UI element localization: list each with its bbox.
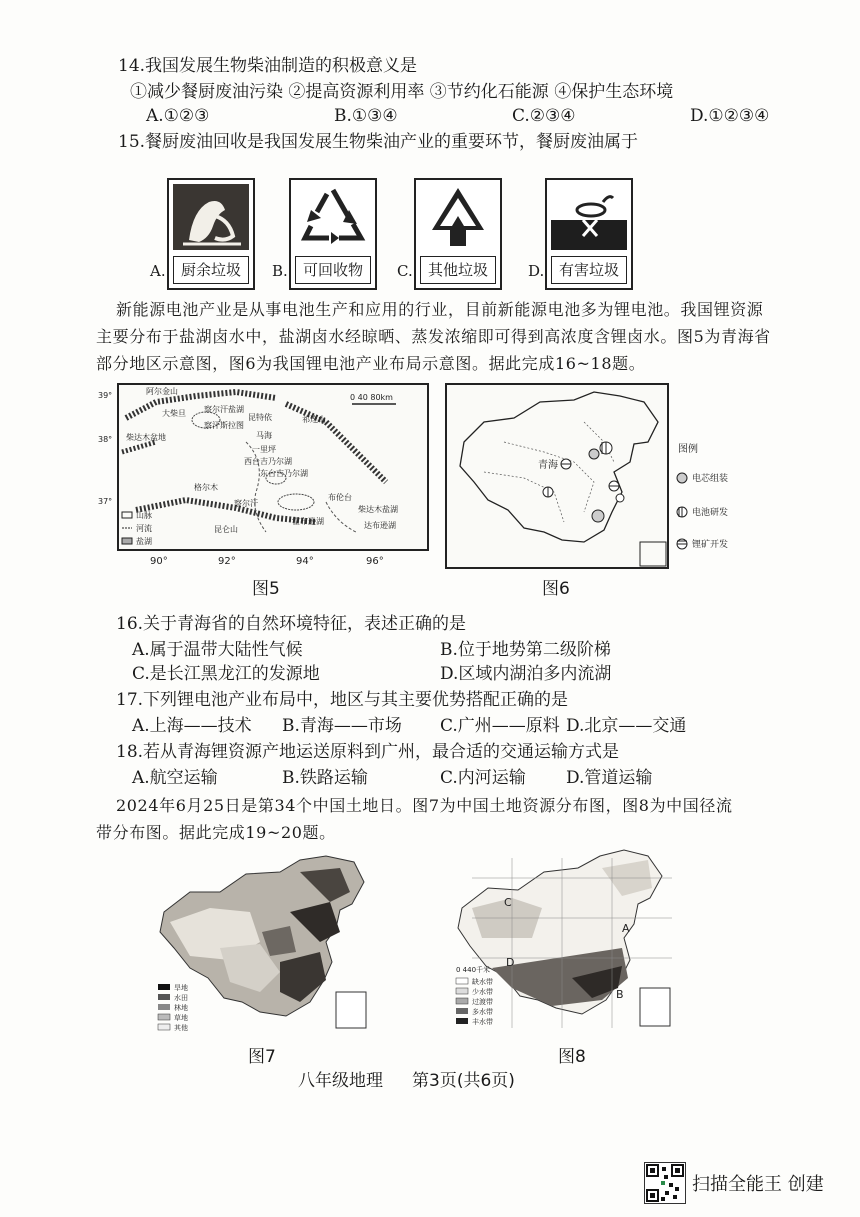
place-qilianshan: 祁连山 <box>302 415 326 424</box>
q15-option-c-letter: C. <box>397 262 413 280</box>
fig5-legend-mountain: 山脉 <box>136 511 152 520</box>
q17-stem: 17.下列锂电池产业布局中，地区与其主要优势搭配正确的是 <box>116 690 569 710</box>
q18-option-b: B.铁路运输 <box>282 768 368 788</box>
recyclable-sign <box>289 178 377 290</box>
other-waste-sign <box>414 178 502 290</box>
place-kunlunshan: 昆仑山 <box>214 525 238 534</box>
place-huobuxun: 霍布逊湖 <box>292 517 324 526</box>
place-geermu: 格尔木 <box>194 483 218 492</box>
fig7-legend-other: 其他 <box>174 1024 188 1032</box>
q15-option-d-label: 有害垃圾 <box>551 256 627 284</box>
figure-6 <box>444 382 744 572</box>
place-chaerhan-2: 察尔汗 <box>234 499 258 508</box>
q16-stem: 16.关于青海省的自然环境特征，表述正确的是 <box>116 614 467 634</box>
passage2-line2: 带分布图。据此完成19~20题。 <box>96 823 336 842</box>
fig5-legend-river: 河流 <box>136 524 152 533</box>
q16-option-a: A.属于温带大陆性气候 <box>132 640 303 660</box>
fig8-letter-d: D <box>506 956 515 969</box>
q17-option-c: C.广州——原料 <box>440 716 560 736</box>
q16-option-b: B.位于地势第二级阶梯 <box>440 640 611 660</box>
lon-94: 94° <box>296 556 314 567</box>
fig7-caption: 图7 <box>248 1047 276 1067</box>
lon-90: 90° <box>150 556 168 567</box>
hazardous-waste-sign <box>545 178 633 290</box>
q15-stem: 15.餐厨废油回收是我国发展生物柴油产业的重要环节，餐厨废油属于 <box>118 132 639 152</box>
q16-option-d: D.区域内湖泊多内流湖 <box>440 664 612 684</box>
place-mahai: 马海 <box>256 431 272 440</box>
fig6-legend-assembly: 电芯组装 <box>692 474 729 484</box>
q18-option-d: D.管道运输 <box>566 768 653 788</box>
fig5-caption: 图5 <box>252 579 280 599</box>
fig6-legend-rnd: 电池研发 <box>692 508 729 518</box>
passage1-line1: 新能源电池产业是从事电池生产和应用的行业，目前新能源电池多为锂电池。我国锂资源 <box>116 300 764 319</box>
hazardous-icon <box>547 180 631 254</box>
q14-option-a: A.①②③ <box>146 106 210 126</box>
figure-8 <box>452 848 688 1038</box>
passage1-line2: 主要分布于盐湖卤水中，盐湖卤水经晾晒、蒸发浓缩即可得到高浓度含锂卤水。图5为青海省 <box>96 327 771 346</box>
place-yiliping: 一里坪 <box>252 445 276 454</box>
place-dongtaijinaier: 东台吉乃尔湖 <box>260 469 308 478</box>
place-chaidamu-lake: 柴达木盐湖 <box>358 505 398 514</box>
fig6-legend-mining: 锂矿开发 <box>692 540 729 550</box>
fig7-legend-paddy: 水田 <box>174 994 188 1002</box>
fig6-place-qinghai: 青海 <box>538 460 558 471</box>
q15-option-a-letter: A. <box>150 262 166 280</box>
fig8-letter-a: A <box>622 922 630 935</box>
lat-38: 38° <box>98 435 113 444</box>
lat-37: 37° <box>98 497 113 506</box>
q18-option-a: A.航空运输 <box>132 768 218 788</box>
fig8-legend-1: 缺水带 <box>472 978 493 986</box>
q15-option-c-label: 其他垃圾 <box>420 256 496 284</box>
place-chaidamu: 柴达木盆地 <box>126 433 166 442</box>
place-bulun: 布伦台 <box>328 493 352 502</box>
footer-page: 第3页(共6页) <box>412 1071 515 1091</box>
q16-option-c: C.是长江黑龙江的发源地 <box>132 664 320 684</box>
fig7-legend-dryland: 旱地 <box>174 984 188 992</box>
figure-5 <box>96 382 432 572</box>
other-waste-icon <box>416 180 500 254</box>
place-kunteyi: 昆特依 <box>248 413 272 422</box>
watermark-text: 扫描全能王 创建 <box>692 1174 824 1195</box>
q14-option-d: D.①②③④ <box>690 106 770 126</box>
qr-code <box>644 1162 686 1204</box>
qr-code-icon <box>645 1163 685 1203</box>
lon-92: 92° <box>218 556 236 567</box>
footer-subject: 八年级地理 <box>298 1071 383 1091</box>
q17-option-d: D.北京——交通 <box>566 716 687 736</box>
fig8-caption: 图8 <box>558 1047 586 1067</box>
fig8-legend-3: 过渡带 <box>472 998 493 1006</box>
passage1-line3: 部分地区示意图，图6为我国锂电池产业布局示意图。据此完成16~18题。 <box>96 354 646 373</box>
fig6-caption: 图6 <box>542 579 570 599</box>
fig6-legend-title: 图例 <box>678 444 698 455</box>
china-lithium-map <box>444 382 744 572</box>
place-xitaijinaier: 西台吉乃尔湖 <box>244 457 292 466</box>
q18-stem: 18.若从青海锂资源产地运送原料到广州，最合适的交通运输方式是 <box>116 742 620 762</box>
fig8-letter-b: B <box>616 988 624 1001</box>
q14-stem: 14.我国发展生物柴油制造的积极意义是 <box>118 56 418 76</box>
figure-7 <box>150 852 390 1038</box>
qinghai-region-map <box>96 382 432 572</box>
fig8-legend-4: 多水带 <box>472 1008 493 1016</box>
q17-option-a: A.上海——技术 <box>132 716 252 736</box>
q15-option-b-label: 可回收物 <box>295 256 371 284</box>
fig5-scale: 0 40 80km <box>350 393 393 402</box>
fig8-letter-c: C <box>504 896 512 909</box>
fig8-legend-2: 少水带 <box>472 988 493 996</box>
china-land-resource-map <box>150 852 390 1038</box>
fig8-legend-5: 丰水带 <box>472 1018 493 1026</box>
place-chaerhan-1: 察尔汗盐湖 <box>204 405 244 414</box>
kitchen-waste-icon <box>169 180 253 254</box>
china-runoff-map <box>452 848 688 1038</box>
kitchen-waste-sign <box>167 178 255 290</box>
q14-option-b: B.①③④ <box>334 106 398 126</box>
place-chahansilatu: 察汗斯拉图 <box>204 421 244 430</box>
fig8-scale: 0 440千米 <box>456 966 491 974</box>
recycle-icon <box>291 180 375 254</box>
place-aerjinshan: 阿尔金山 <box>146 387 178 396</box>
q15-option-d-letter: D. <box>528 262 545 280</box>
passage2-line1: 2024年6月25日是第34个中国土地日。图7为中国土地资源分布图，图8为中国径流 <box>116 796 733 815</box>
fig7-legend-forest: 林地 <box>174 1004 188 1012</box>
q15-option-a-label: 厨余垃圾 <box>173 256 249 284</box>
q18-option-c: C.内河运输 <box>440 768 526 788</box>
lon-96: 96° <box>366 556 384 567</box>
q14-items: ①减少餐厨废油污染 ②提高资源利用率 ③节约化石能源 ④保护生态环境 <box>130 82 674 102</box>
q17-option-b: B.青海——市场 <box>282 716 402 736</box>
place-dabuxun: 达布逊湖 <box>364 521 396 530</box>
q15-option-b-letter: B. <box>272 262 288 280</box>
place-dachaidan: 大柴旦 <box>162 409 186 418</box>
lat-39: 39° <box>98 391 113 400</box>
fig5-legend-saltlake: 盐湖 <box>136 537 152 546</box>
fig7-legend-grass: 草地 <box>174 1014 188 1022</box>
q14-option-c: C.②③④ <box>512 106 576 126</box>
